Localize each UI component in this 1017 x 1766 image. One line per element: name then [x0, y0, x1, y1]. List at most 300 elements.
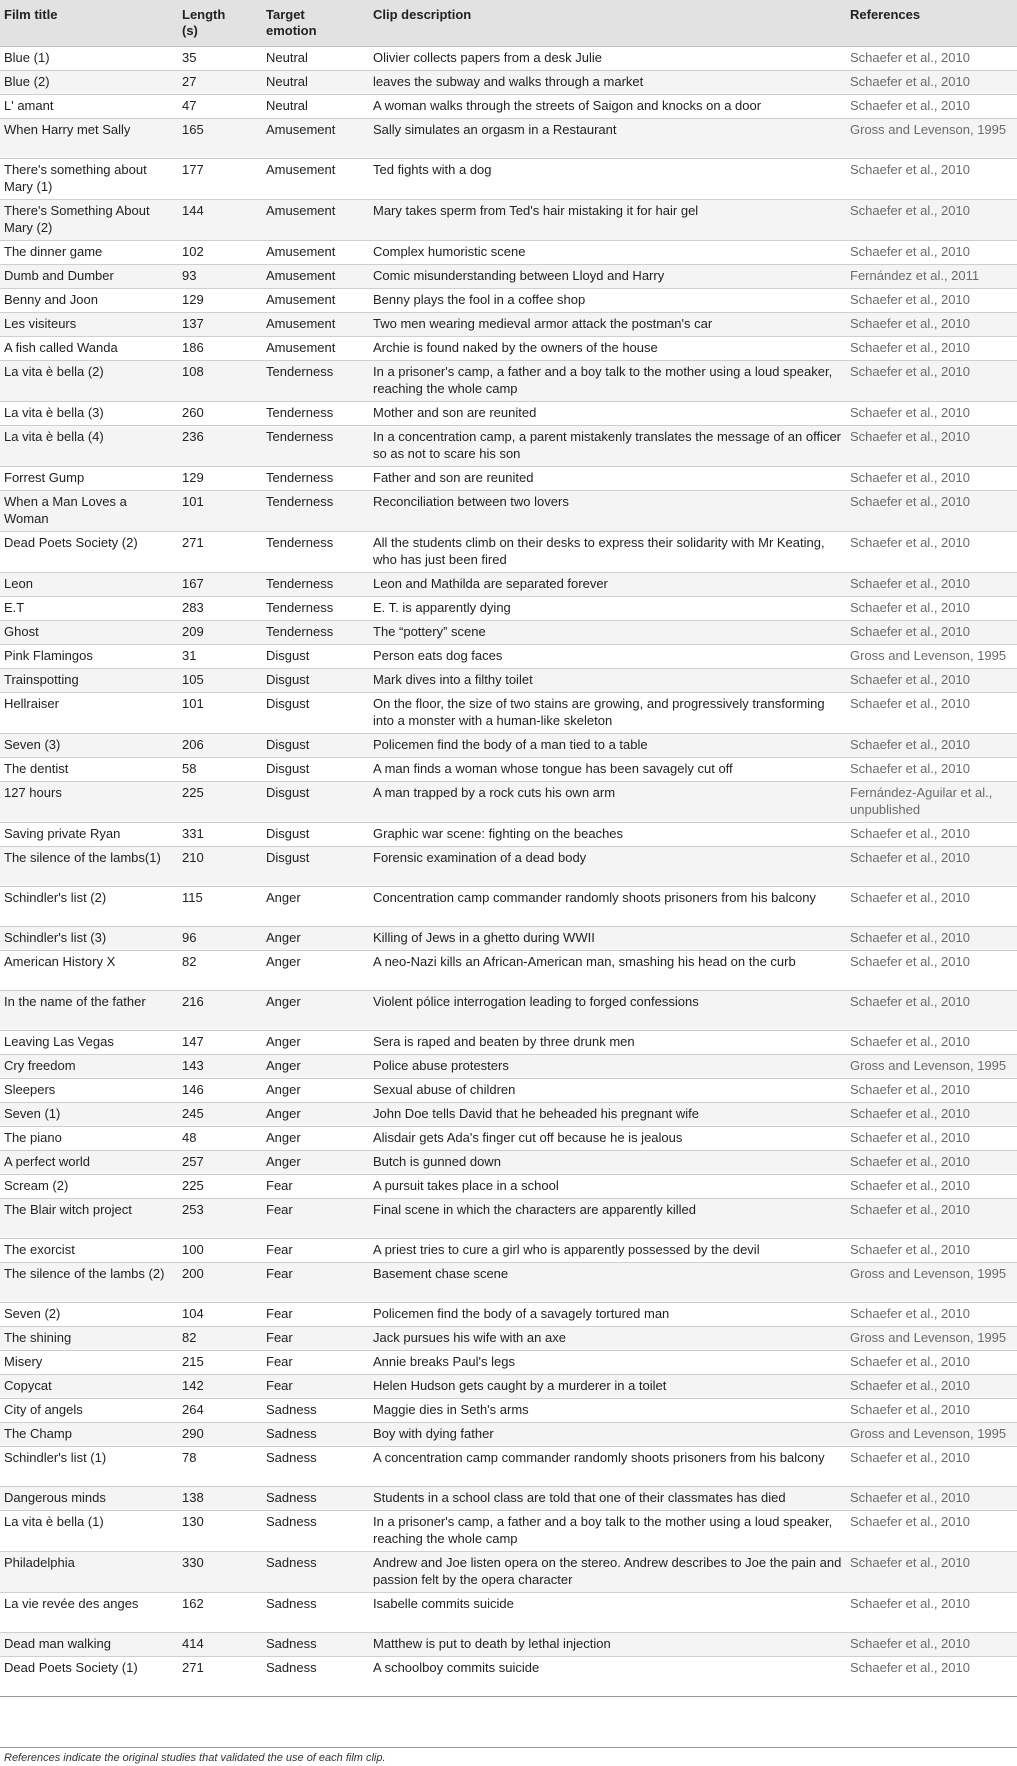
table-row — [0, 990, 1017, 1030]
cell-target-emotion: Neutral — [266, 49, 308, 65]
table-row — [0, 644, 1017, 668]
cell-clip-description: A man trapped by a rock cuts his own arm — [373, 784, 616, 800]
cell-length: 264 — [182, 1401, 204, 1417]
cell-length: 82 — [182, 1329, 197, 1345]
cell-clip-description: Father and son are reunited — [373, 469, 534, 485]
cell-reference: Schaefer et al., 2010 — [850, 243, 970, 259]
cell-reference: Schaefer et al., 2010 — [850, 202, 970, 218]
cell-reference: Gross and Levenson, 1995 — [850, 1057, 1007, 1073]
cell-clip-description: Olivier collects papers from a desk Julie — [373, 49, 603, 65]
cell-clip-description: Concentration camp commander randomly shoots prisoners from his balcony — [373, 889, 816, 905]
cell-film-title: Schindler's list (1) — [4, 1449, 107, 1465]
cell-film-title: Scream (2) — [4, 1177, 69, 1193]
table-row — [0, 199, 1017, 240]
cell-reference: Schaefer et al., 2010 — [850, 929, 970, 945]
cell-target-emotion: Anger — [266, 1129, 301, 1145]
cell-target-emotion: Disgust — [266, 784, 310, 800]
table-row — [0, 886, 1017, 926]
cell-reference: Schaefer et al., 2010 — [850, 469, 970, 485]
cell-film-title: Dead Poets Society (2) — [4, 534, 138, 550]
cell-film-title: Seven (2) — [4, 1305, 61, 1321]
cell-clip-description: A woman walks through the streets of Saigon and knocks on a door — [373, 97, 762, 113]
cell-film-title: Leon — [4, 575, 33, 591]
cell-film-title: Trainspotting — [4, 671, 79, 687]
cell-length: 253 — [182, 1201, 204, 1217]
cell-reference: Schaefer et al., 2010 — [850, 575, 970, 591]
cell-film-title: The silence of the lambs(1) — [4, 849, 161, 865]
cell-reference: Schaefer et al., 2010 — [850, 849, 970, 865]
cell-reference: Gross and Levenson, 1995 — [850, 1265, 1007, 1281]
header-emotion-line2: emotion — [266, 23, 317, 38]
cell-film-title: E.T — [4, 599, 25, 615]
cell-clip-description: Archie is found naked by the owners of the house — [373, 339, 658, 355]
cell-film-title: American History X — [4, 953, 116, 969]
cell-target-emotion: Disgust — [266, 849, 310, 865]
cell-film-title: Benny and Joon — [4, 291, 98, 307]
cell-clip-description: Two men wearing medieval armor attack the postman's car — [373, 315, 713, 331]
cell-length: 138 — [182, 1489, 204, 1505]
cell-length: 225 — [182, 784, 204, 800]
cell-film-title: La vita è bella (4) — [4, 428, 104, 444]
table-row — [0, 1302, 1017, 1326]
table-row — [0, 1238, 1017, 1262]
table-row — [0, 1551, 1017, 1592]
cell-target-emotion: Disgust — [266, 760, 310, 776]
cell-film-title: Dumb and Dumber — [4, 267, 114, 283]
table-row — [0, 950, 1017, 990]
cell-clip-description: The “pottery” scene — [373, 623, 486, 639]
table-row — [0, 264, 1017, 288]
cell-target-emotion: Amusement — [266, 121, 336, 137]
cell-length: 101 — [182, 695, 204, 711]
cell-target-emotion: Fear — [266, 1241, 293, 1257]
cell-length: 143 — [182, 1057, 204, 1073]
cell-reference: Schaefer et al., 2010 — [850, 1513, 970, 1529]
cell-film-title: Blue (1) — [4, 49, 50, 65]
table-row — [0, 336, 1017, 360]
cell-length: 165 — [182, 121, 204, 137]
cell-length: 58 — [182, 760, 197, 776]
cell-reference: Schaefer et al., 2010 — [850, 1635, 970, 1651]
cell-clip-description: Helen Hudson gets caught by a murderer in a toilet — [373, 1377, 667, 1393]
cell-reference: Gross and Levenson, 1995 — [850, 1425, 1007, 1441]
cell-length: 414 — [182, 1635, 204, 1651]
table-row — [0, 1078, 1017, 1102]
table-row — [0, 466, 1017, 490]
cell-reference: Schaefer et al., 2010 — [850, 993, 970, 1009]
cell-film-title: There's Something About Mary (2) — [4, 202, 150, 235]
cell-length: 47 — [182, 97, 197, 113]
cell-target-emotion: Disgust — [266, 671, 310, 687]
table-row — [0, 70, 1017, 94]
header-film-title-text: Film title — [4, 7, 58, 22]
cell-film-title: In the name of the father — [4, 993, 146, 1009]
cell-target-emotion: Fear — [266, 1353, 293, 1369]
cell-target-emotion: Anger — [266, 1153, 301, 1169]
cell-film-title: 127 hours — [4, 784, 62, 800]
cell-target-emotion: Anger — [266, 889, 301, 905]
cell-target-emotion: Sadness — [266, 1595, 317, 1611]
cell-length: 96 — [182, 929, 197, 945]
cell-length: 102 — [182, 243, 204, 259]
cell-clip-description: Jack pursues his wife with an axe — [373, 1329, 566, 1345]
cell-clip-description: Alisdair gets Ada's finger cut off because he is jealous — [373, 1129, 683, 1145]
cell-film-title: A fish called Wanda — [4, 339, 118, 355]
cell-target-emotion: Disgust — [266, 695, 310, 711]
table-row — [0, 596, 1017, 620]
cell-length: 101 — [182, 493, 204, 509]
cell-film-title: Pink Flamingos — [4, 647, 93, 663]
table-row — [0, 531, 1017, 572]
cell-target-emotion: Amusement — [266, 243, 336, 259]
cell-film-title: Blue (2) — [4, 73, 50, 89]
cell-clip-description: Reconciliation between two lovers — [373, 493, 569, 509]
header-row — [0, 0, 1017, 46]
cell-reference: Schaefer et al., 2010 — [850, 1241, 970, 1257]
cell-target-emotion: Anger — [266, 929, 301, 945]
cell-reference: Schaefer et al., 2010 — [850, 339, 970, 355]
table-row — [0, 1102, 1017, 1126]
cell-length: 115 — [182, 889, 203, 905]
cell-length: 236 — [182, 428, 204, 444]
cell-film-title: Dangerous minds — [4, 1489, 106, 1505]
cell-film-title: Philadelphia — [4, 1554, 75, 1570]
table-bottom-rule — [0, 1747, 1017, 1748]
cell-reference: Schaefer et al., 2010 — [850, 315, 970, 331]
cell-film-title: Saving private Ryan — [4, 825, 121, 841]
cell-target-emotion: Disgust — [266, 647, 310, 663]
cell-length: 200 — [182, 1265, 204, 1281]
cell-length: 129 — [182, 469, 204, 485]
cell-clip-description: Person eats dog faces — [373, 647, 503, 663]
table-row — [0, 118, 1017, 158]
cell-reference: Schaefer et al., 2010 — [850, 671, 970, 687]
cell-film-title: Sleepers — [4, 1081, 56, 1097]
cell-target-emotion: Tenderness — [266, 469, 334, 485]
table-row — [0, 1262, 1017, 1302]
cell-length: 35 — [182, 49, 197, 65]
cell-film-title: Forrest Gump — [4, 469, 85, 485]
table-row — [0, 926, 1017, 950]
cell-reference: Schaefer et al., 2010 — [850, 363, 970, 379]
cell-reference: Schaefer et al., 2010 — [850, 1033, 970, 1049]
cell-target-emotion: Amusement — [266, 202, 336, 218]
cell-reference: Schaefer et al., 2010 — [850, 623, 970, 639]
cell-film-title: The piano — [4, 1129, 62, 1145]
table-row — [0, 1350, 1017, 1374]
table-row — [0, 620, 1017, 644]
cell-target-emotion: Tenderness — [266, 623, 334, 639]
table-row — [0, 1030, 1017, 1054]
cell-reference: Schaefer et al., 2010 — [850, 599, 970, 615]
cell-clip-description: John Doe tells David that he beheaded his pregnant wife — [373, 1105, 699, 1121]
cell-clip-description: Policemen find the body of a man tied to a table — [373, 736, 648, 752]
cell-target-emotion: Tenderness — [266, 599, 334, 615]
cell-clip-description: Students in a school class are told that one of their classmates has died — [373, 1489, 786, 1505]
cell-length: 162 — [182, 1595, 204, 1611]
table-row — [0, 401, 1017, 425]
header-film-title — [0, 0, 178, 46]
cell-film-title: The shining — [4, 1329, 72, 1345]
cell-film-title: Misery — [4, 1353, 43, 1369]
header-target-emotion — [262, 0, 369, 46]
table-row — [0, 490, 1017, 531]
cell-length: 147 — [182, 1033, 204, 1049]
cell-clip-description: All the students climb on their desks to express their solidarity with Mr Keating, who has just been fired — [373, 534, 825, 567]
cell-clip-description: Ted fights with a dog — [373, 161, 492, 177]
cell-film-title: City of angels — [4, 1401, 83, 1417]
cell-length: 209 — [182, 623, 204, 639]
table-row — [0, 846, 1017, 886]
cell-reference: Schaefer et al., 2010 — [850, 73, 970, 89]
table-row — [0, 240, 1017, 264]
cell-clip-description: Policemen find the body of a savagely tortured man — [373, 1305, 670, 1321]
cell-clip-description: Sera is raped and beaten by three drunk men — [373, 1033, 635, 1049]
cell-clip-description: Basement chase scene — [373, 1265, 509, 1281]
cell-target-emotion: Anger — [266, 1057, 301, 1073]
cell-target-emotion: Sadness — [266, 1635, 317, 1651]
cell-length: 105 — [182, 671, 204, 687]
cell-reference: Schaefer et al., 2010 — [850, 1554, 970, 1570]
cell-clip-description: Graphic war scene: fighting on the beaches — [373, 825, 624, 841]
cell-clip-description: E. T. is apparently dying — [373, 599, 511, 615]
cell-length: 271 — [182, 1659, 204, 1675]
cell-target-emotion: Disgust — [266, 825, 310, 841]
table-row — [0, 822, 1017, 846]
cell-length: 177 — [182, 161, 204, 177]
cell-target-emotion: Sadness — [266, 1425, 317, 1441]
cell-clip-description: On the floor, the size of two stains are growing, and progressively transforming into a monster with a human-like skeleton — [373, 695, 825, 728]
header-length — [178, 0, 262, 46]
cell-target-emotion: Sadness — [266, 1449, 317, 1465]
cell-clip-description: Matthew is put to death by lethal injection — [373, 1635, 611, 1651]
cell-film-title: The Champ — [4, 1425, 72, 1441]
cell-length: 137 — [182, 315, 204, 331]
cell-reference: Schaefer et al., 2010 — [850, 291, 970, 307]
table-row — [0, 572, 1017, 596]
cell-film-title: Hellraiser — [4, 695, 59, 711]
cell-clip-description: Leon and Mathilda are separated forever — [373, 575, 608, 591]
cell-film-title: La vie revée des anges — [4, 1595, 139, 1611]
cell-clip-description: Police abuse protesters — [373, 1057, 509, 1073]
cell-target-emotion: Sadness — [266, 1554, 317, 1570]
cell-target-emotion: Anger — [266, 953, 301, 969]
cell-length: 129 — [182, 291, 204, 307]
cell-length: 82 — [182, 953, 197, 969]
cell-reference: Gross and Levenson, 1995 — [850, 1329, 1007, 1345]
cell-reference: Schaefer et al., 2010 — [850, 889, 970, 905]
cell-reference: Schaefer et al., 2010 — [850, 1153, 970, 1169]
cell-target-emotion: Fear — [266, 1265, 293, 1281]
cell-clip-description: A man finds a woman whose tongue has been savagely cut off — [373, 760, 733, 776]
cell-reference: Schaefer et al., 2010 — [850, 736, 970, 752]
table-row — [0, 425, 1017, 466]
cell-reference: Schaefer et al., 2010 — [850, 1595, 970, 1611]
cell-clip-description: Killing of Jews in a ghetto during WWII — [373, 929, 595, 945]
cell-clip-description: Final scene in which the characters are apparently killed — [373, 1201, 697, 1217]
cell-reference: Schaefer et al., 2010 — [850, 1489, 970, 1505]
cell-clip-description: Violent pólice interrogation leading to forged confessions — [373, 993, 699, 1009]
cell-length: 93 — [182, 267, 197, 283]
cell-target-emotion: Neutral — [266, 73, 308, 89]
cell-reference: Schaefer et al., 2010 — [850, 1105, 970, 1121]
cell-film-title: The silence of the lambs (2) — [4, 1265, 165, 1281]
table-row — [0, 781, 1017, 822]
cell-reference: Schaefer et al., 2010 — [850, 825, 970, 841]
cell-length: 331 — [182, 825, 204, 841]
cell-reference: Schaefer et al., 2010 — [850, 1177, 970, 1193]
cell-clip-description: Maggie dies in Seth's arms — [373, 1401, 529, 1417]
table-body — [0, 46, 1017, 1696]
table-row — [0, 46, 1017, 70]
cell-clip-description: A priest tries to cure a girl who is apparently possessed by the devil — [373, 1241, 760, 1257]
cell-length: 48 — [182, 1129, 197, 1145]
table-row — [0, 1398, 1017, 1422]
cell-clip-description: A neo-Nazi kills an African-American man, smashing his head on the curb — [373, 953, 796, 969]
cell-clip-description: A pursuit takes place in a school — [373, 1177, 559, 1193]
cell-film-title: Cry freedom — [4, 1057, 76, 1073]
cell-length: 104 — [182, 1305, 204, 1321]
cell-reference: Fernández et al., 2011 — [850, 267, 980, 283]
cell-film-title: Seven (1) — [4, 1105, 61, 1121]
table-row — [0, 312, 1017, 336]
cell-length: 257 — [182, 1153, 204, 1169]
cell-length: 225 — [182, 1177, 204, 1193]
table-header — [0, 0, 1017, 46]
cell-film-title: Dead man walking — [4, 1635, 111, 1651]
cell-reference: Schaefer et al., 2010 — [850, 1305, 970, 1321]
table-row — [0, 1374, 1017, 1398]
cell-target-emotion: Tenderness — [266, 428, 334, 444]
cell-target-emotion: Fear — [266, 1201, 293, 1217]
cell-target-emotion: Tenderness — [266, 575, 334, 591]
cell-target-emotion: Tenderness — [266, 363, 334, 379]
cell-reference: Schaefer et al., 2010 — [850, 760, 970, 776]
table-row — [0, 158, 1017, 199]
cell-target-emotion: Fear — [266, 1305, 293, 1321]
cell-target-emotion: Fear — [266, 1329, 293, 1345]
cell-film-title: A perfect world — [4, 1153, 90, 1169]
cell-target-emotion: Neutral — [266, 97, 308, 113]
table-row — [0, 1510, 1017, 1551]
cell-target-emotion: Anger — [266, 1033, 301, 1049]
cell-film-title: The exorcist — [4, 1241, 75, 1257]
cell-clip-description: A schoolboy commits suicide — [373, 1659, 540, 1675]
cell-length: 27 — [182, 73, 197, 89]
table-row — [0, 94, 1017, 118]
table-row — [0, 1422, 1017, 1446]
cell-reference: Schaefer et al., 2010 — [850, 1377, 970, 1393]
cell-film-title: La vita è bella (2) — [4, 363, 104, 379]
cell-film-title: The dentist — [4, 760, 69, 776]
cell-film-title: La vita è bella (3) — [4, 404, 104, 420]
table-row — [0, 1150, 1017, 1174]
cell-length: 330 — [182, 1554, 204, 1570]
cell-clip-description: In a prisoner's camp, a father and a boy talk to the mother using a loud speaker, reaching the whole camp — [373, 363, 833, 396]
table-row — [0, 288, 1017, 312]
header-emotion-line1: Target — [266, 7, 305, 22]
table-row — [0, 668, 1017, 692]
cell-clip-description: Annie breaks Paul's legs — [373, 1353, 515, 1369]
cell-target-emotion: Anger — [266, 993, 301, 1009]
cell-film-title: When Harry met Sally — [4, 121, 131, 137]
cell-length: 186 — [182, 339, 204, 355]
cell-length: 260 — [182, 404, 204, 420]
cell-film-title: There's something about Mary (1) — [4, 161, 147, 194]
cell-target-emotion: Amusement — [266, 161, 336, 177]
cell-target-emotion: Sadness — [266, 1401, 317, 1417]
cell-film-title: L' amant — [4, 97, 54, 113]
table-row — [0, 733, 1017, 757]
cell-clip-description: Mother and son are reunited — [373, 404, 537, 420]
cell-reference: Schaefer et al., 2010 — [850, 695, 970, 711]
cell-reference: Schaefer et al., 2010 — [850, 404, 970, 420]
table-row — [0, 1126, 1017, 1150]
cell-clip-description: Boy with dying father — [373, 1425, 494, 1441]
cell-target-emotion: Anger — [266, 1081, 301, 1097]
table-row — [0, 1592, 1017, 1632]
table-footnote: References indicate the original studies that validated the use of each film clip. — [4, 1752, 386, 1764]
header-length-line1: Length — [182, 7, 226, 22]
cell-film-title: Dead Poets Society (1) — [4, 1659, 138, 1675]
header-clip-description — [369, 0, 846, 46]
cell-film-title: The dinner game — [4, 243, 103, 259]
cell-length: 271 — [182, 534, 204, 550]
cell-reference: Schaefer et al., 2010 — [850, 161, 970, 177]
cell-reference: Schaefer et al., 2010 — [850, 428, 970, 444]
cell-target-emotion: Sadness — [266, 1659, 317, 1675]
cell-target-emotion: Amusement — [266, 291, 336, 307]
cell-target-emotion: Amusement — [266, 267, 336, 283]
cell-film-title: The Blair witch project — [4, 1201, 132, 1217]
cell-target-emotion: Fear — [266, 1177, 293, 1193]
cell-reference: Schaefer et al., 2010 — [850, 1129, 970, 1145]
cell-clip-description: Sexual abuse of children — [373, 1081, 516, 1097]
cell-clip-description: Forensic examination of a dead body — [373, 849, 587, 865]
cell-reference: Schaefer et al., 2010 — [850, 49, 970, 65]
cell-film-title: Copycat — [4, 1377, 52, 1393]
cell-length: 142 — [182, 1377, 204, 1393]
table-row — [0, 1054, 1017, 1078]
cell-film-title: Schindler's list (2) — [4, 889, 107, 905]
cell-clip-description: A concentration camp commander randomly shoots prisoners from his balcony — [373, 1449, 825, 1465]
cell-film-title: Seven (3) — [4, 736, 61, 752]
header-desc-text: Clip description — [373, 7, 472, 22]
cell-length: 290 — [182, 1425, 204, 1441]
cell-length: 108 — [182, 363, 204, 379]
cell-target-emotion: Fear — [266, 1377, 293, 1393]
cell-reference: Schaefer et al., 2010 — [850, 1201, 970, 1217]
cell-reference: Fernández-Aguilar et al., unpublished — [850, 784, 993, 817]
cell-clip-description: Sally simulates an orgasm in a Restaurant — [373, 121, 617, 137]
cell-reference: Schaefer et al., 2010 — [850, 1659, 970, 1675]
cell-length: 31 — [182, 647, 197, 663]
cell-film-title: Ghost — [4, 623, 39, 639]
cell-length: 283 — [182, 599, 204, 615]
table-row — [0, 1198, 1017, 1238]
cell-reference: Schaefer et al., 2010 — [850, 534, 970, 550]
table-row — [0, 1486, 1017, 1510]
cell-film-title: Les visiteurs — [4, 315, 77, 331]
table-row — [0, 360, 1017, 401]
cell-target-emotion: Disgust — [266, 736, 310, 752]
cell-clip-description: Mark dives into a filthy toilet — [373, 671, 533, 687]
cell-clip-description: Mary takes sperm from Ted's hair mistaking it for hair gel — [373, 202, 699, 218]
cell-reference: Schaefer et al., 2010 — [850, 493, 970, 509]
cell-target-emotion: Sadness — [266, 1489, 317, 1505]
table-row — [0, 757, 1017, 781]
cell-clip-description: In a prisoner's camp, a father and a boy talk to the mother using a loud speaker, reaching the whole camp — [373, 1513, 833, 1546]
